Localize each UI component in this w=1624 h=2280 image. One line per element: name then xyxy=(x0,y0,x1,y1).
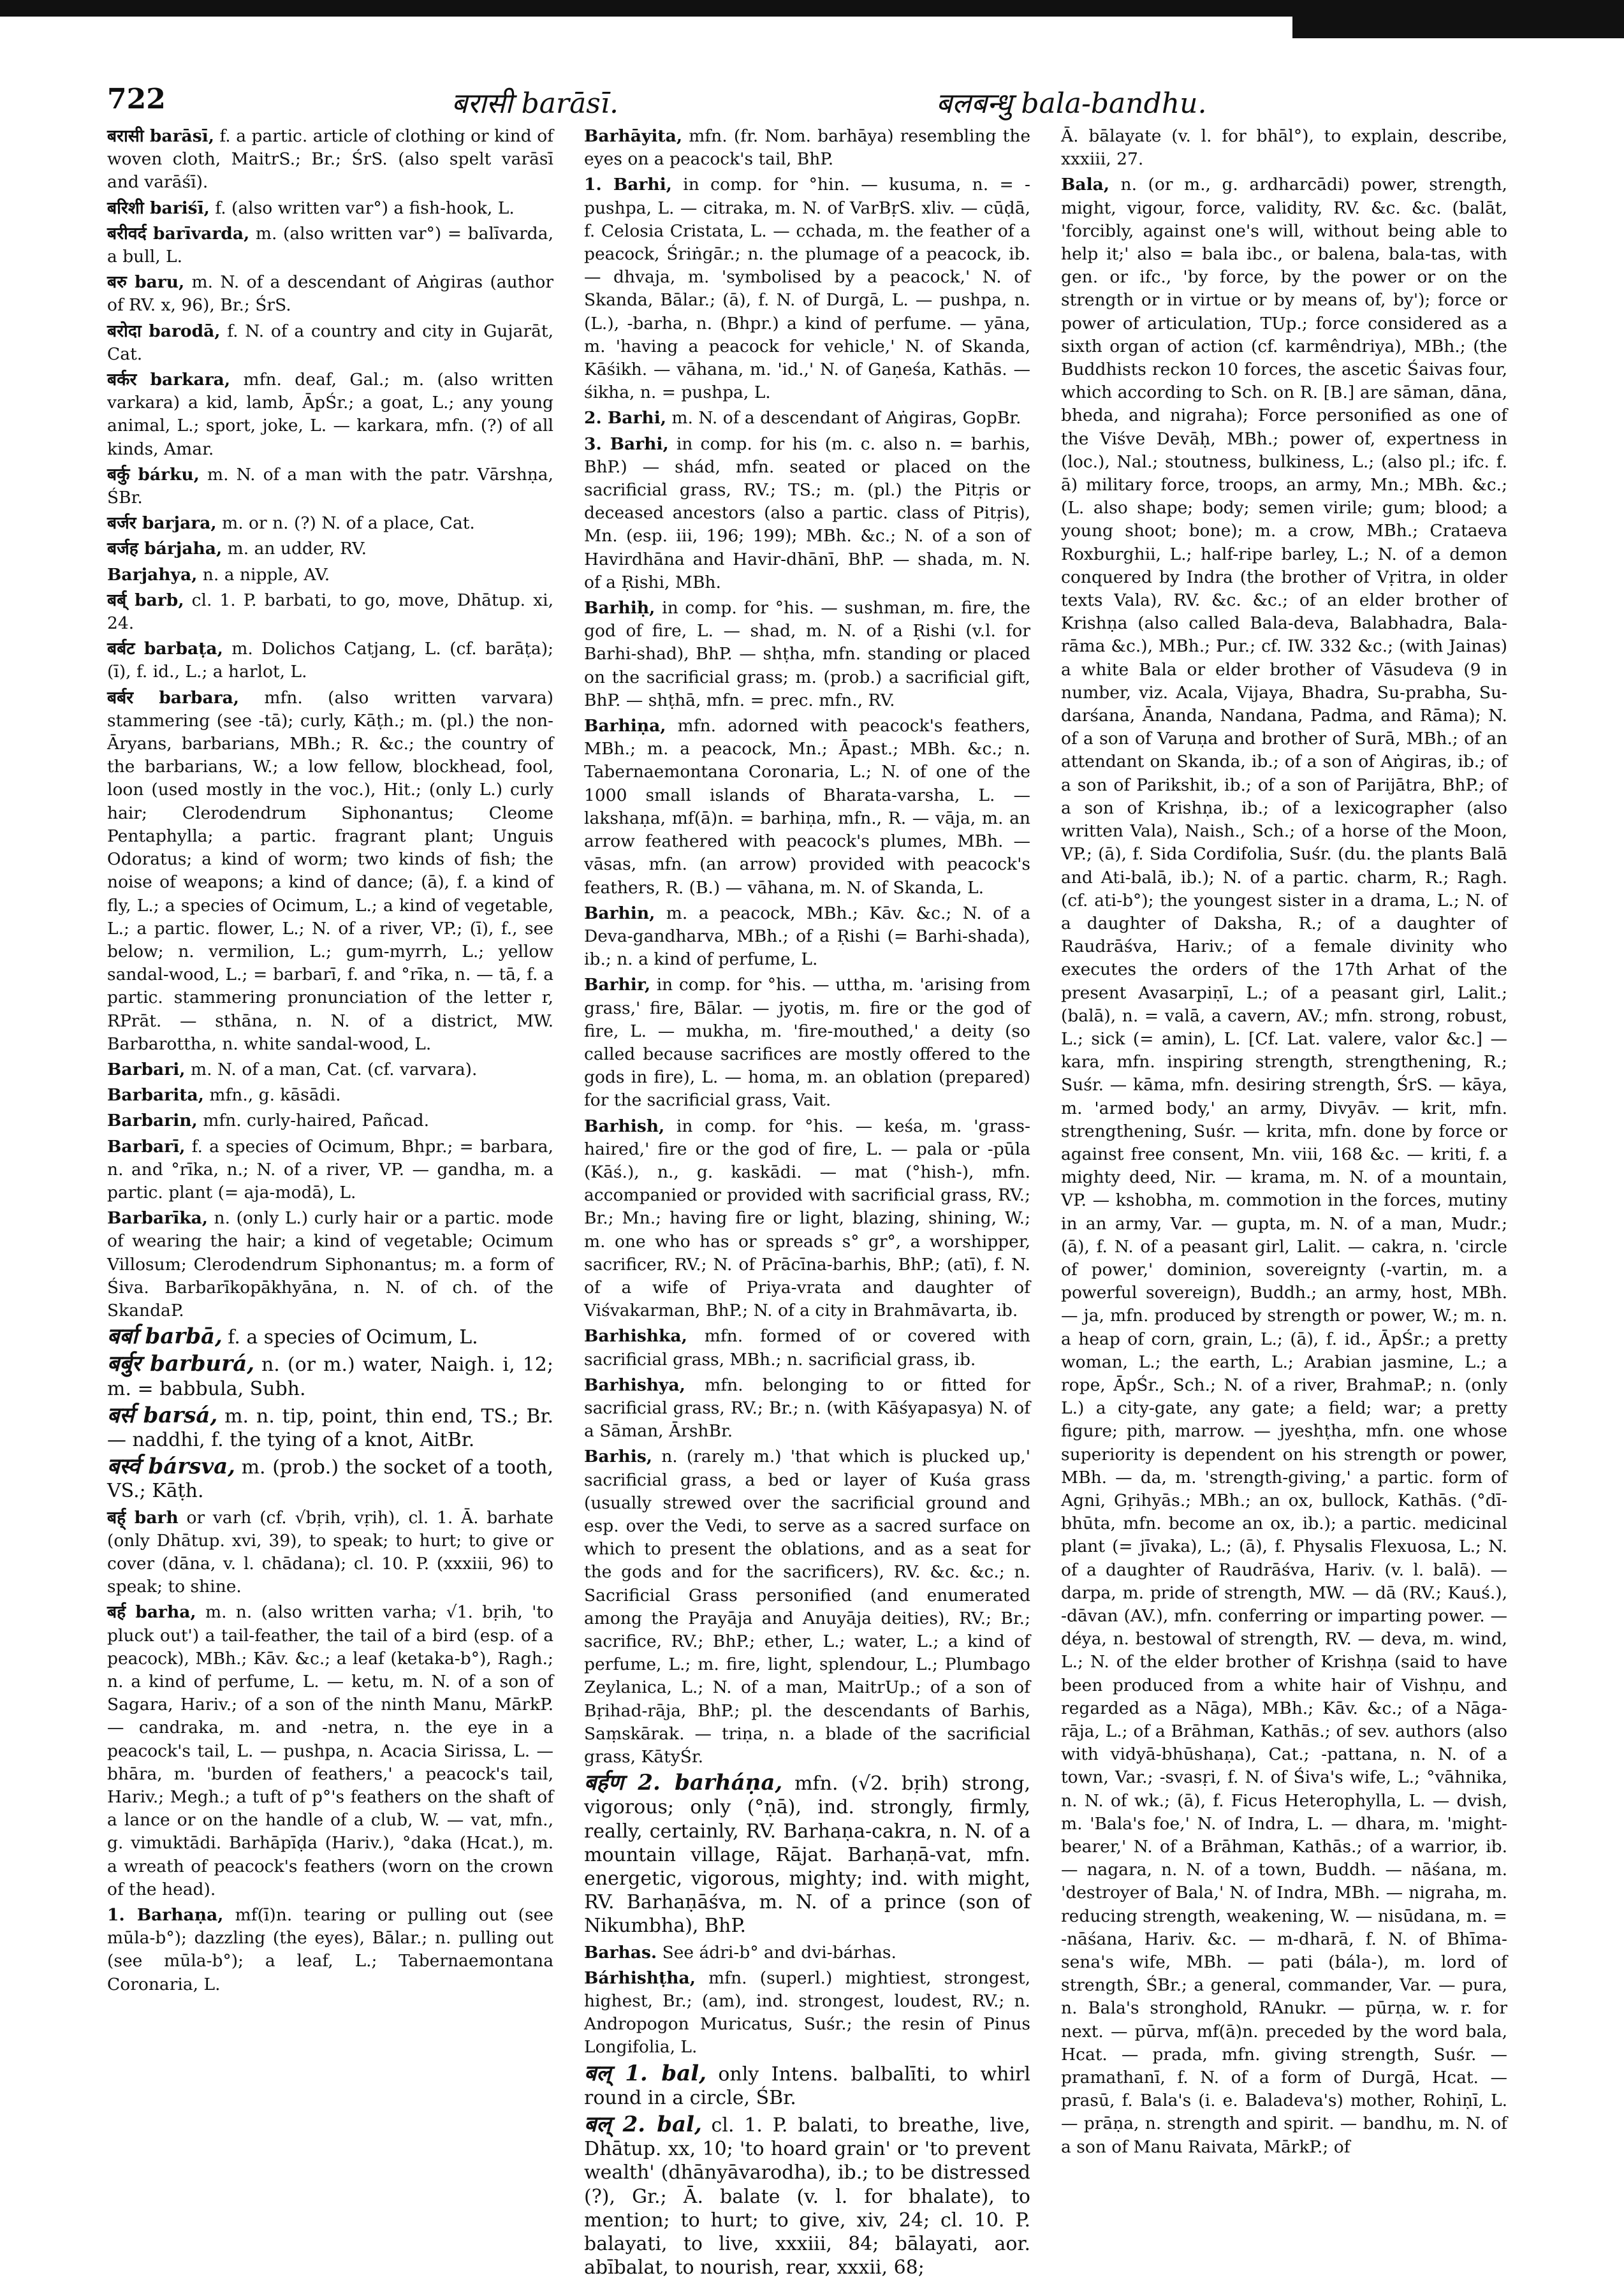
entry-definition: mfn. (fr. Nom. barhāya) resembling the eyes on a peacock's tail, BhP. xyxy=(584,126,1030,170)
entry-definition: m. n. (also written varha; √1. bṛih, 'to pluck out') a tail-feather, the tail of a bird (esp. of a peacock), MBh.; Kāv. &c.; a leaf (ketaka-b°), Ragh.; n. a kind of perfume, L. — ketu, m. N. of a son of Sagara, Hariv.; of a son of the ninth Manu, MārkP. — candraka, m. and -netra, n. the eye in a peacock's tail, L. — pushpa, n. Acacia Sirissa, L. — bhāra, m. 'burden of feathers,' a peacock's tail, Hariv.; Megh.; a tuft of p°'s feathers on the shaft of a lance or on the handle of a club, W. — vat, mfn., g. vimuktādi. Barhāpīḍa (Hariv.), °daka (Hcat.), m. a wreath of peacock's feathers (worn on the crown of the head). xyxy=(107,1602,553,1899)
entry-definition: m. (also written var°) = balīvarda, a bull, L. xyxy=(107,223,553,267)
entry-headword: 3. Barhi, xyxy=(584,434,669,454)
entry-headword: Bala, xyxy=(1061,175,1110,195)
entry-definition: mfn. belonging to or fitted for sacrificial grass, RV.; Br.; n. (with Kāśyapasya) N. of a Sāman, ĀrshBr. xyxy=(584,1375,1030,1442)
dictionary-entry xyxy=(107,537,553,560)
dictionary-entry xyxy=(107,1352,553,1401)
right-running-headword: बलबन्धु bala-bandhu. xyxy=(936,87,1207,120)
entry-headword: बरिशी bariśī, xyxy=(107,198,210,218)
dictionary-entry xyxy=(107,1109,553,1132)
entry-definition: cl. 1. P. barbati, to go, move, Dhātup. xi, 24. xyxy=(107,590,553,634)
dictionary-columns xyxy=(107,125,1516,2279)
dictionary-entry xyxy=(584,1771,1030,1938)
dictionary-entry xyxy=(584,974,1030,1112)
entry-definition: in comp. for °his. — sushman, m. fire, the god of fire, L. — shad, m. N. of a Ṛishi (v.l. for Barhi-shad), BhP. — shṭha, mfn. standing or placed on the sacrificial grass; m. (prob.) a sacrificial gift, BhP. — shṭhā, mfn. = prec. mfn., RV. xyxy=(584,598,1030,710)
dictionary-entry xyxy=(584,597,1030,712)
entry-headword: Barhishya, xyxy=(584,1375,685,1395)
dictionary-entry xyxy=(107,320,553,366)
dictionary-entry xyxy=(584,902,1030,972)
dictionary-entry xyxy=(107,1207,553,1322)
dictionary-entry xyxy=(107,1601,553,1901)
entry-headword: Barhiṇa, xyxy=(584,716,666,736)
entry-headword: Barhas. xyxy=(584,1942,657,1962)
entry-headword: बर्स barsá, xyxy=(107,1402,218,1428)
entry-definition: m. N. of a descendant of Aṅgiras (author of RV. x, 96), Br.; ŚrS. xyxy=(107,272,553,316)
entry-definition: in comp. for °his. — keśa, m. 'grass-haired,' fire or the god of fire, L. — pala or -pūla (Kāś.), n., g. kaskādi. — mat (°hish-), mfn. accompanied or provided with sacrificial grass, RV.; Br.; Mn.; having fire or light, blazing, shining, W.; m. one who has or spreads s° gr°, a worshipper, sacrificer, RV.; N. of Prācīna-barhis, BhP.; (atī), f. N. of a wife of Priya-vrata and daughter of Viśvakarman, BhP.; N. of a city in Brahmāvarta, ib. xyxy=(584,1116,1030,1321)
entry-headword: बरीवर्द barīvarda, xyxy=(107,223,250,244)
entry-headword: बरु baru, xyxy=(107,272,185,293)
entry-headword: बर्कु bárku, xyxy=(107,464,200,485)
entry-headword: बर्जह bárjaha, xyxy=(107,539,223,559)
dictionary-entry xyxy=(1061,125,1507,171)
entry-headword: 1. Barhaṇa, xyxy=(107,1905,224,1926)
entry-headword: Barhir, xyxy=(584,975,651,995)
dictionary-entry xyxy=(107,464,553,509)
entry-definition: f. a species of Ocimum, L. xyxy=(228,1326,478,1349)
dictionary-entry xyxy=(107,271,553,317)
entry-definition: n. (or m., g. ardharcādi) power, strength, might, vigour, force, validity, RV. &c. &c. (balāt, 'forcibly, against one's will, without being able to help it;' also = bala ibc., or balena, bala-tas, with gen. or ifc., 'by force, by the power or on the strength or in virtue or by means of, by'); force or power of articulation, TUp.; force considered as a sixth organ of action (cf. karmêndriya), MBh.; (the Buddhists reckon 10 forces, the ascetic Śaivas four, which according to Sch. on R. [B.] are sāman, dāna, bheda, and nigraha); Force personified as one of the Viśve Devāḥ, MBh.; power of, expertness in (loc.), Nal.; stoutness, bulkiness, L.; (also pl.; ifc. f. ā) military force, troops, an army, Mn.; MBh. &c.; (L. also shape; body; semen virile; gum; blood; a young shoot; bone); m. a crow, MBh.; Crataeva Roxburghii, L.; half-ripe barley, L.; N. of a demon conquered by Indra (the brother of Vṛitra, in older texts Vala), RV. &c. &c.; of an elder brother of Krishṇa (also called Bala-deva, Balabhadra, Bala-rāma &c.), MBh.; Pur.; cf. IW. 332 &c.; (with Jainas) a white Bala or elder brother of Vāsudeva (9 in number, viz. Acala, Vijaya, Bhadra, Su-prabha, Su-darśana, Ānanda, Nandana, Padma, and Rāma); N. of a son of Varuṇa and brother of Surā, MBh.; of an attendant on Skanda, ib.; of a son of Aṅgiras, ib.; of a son of Parikshit, ib.; of a son of Parijātra, BhP.; of a son of Krishṇa, ib.; of a lexicographer (also written Vala), Naish., Sch.; of a horse of the Moon, VP.; (ā), f. Sida Cordifolia, Suśr. (du. the plants Balā and Ati-balā, ib.); N. of a partic. charm, R.; Ragh. (cf. ati-b°); the youngest sister in a drama, L.; N. of a daughter of Daksha, R.; of a daughter of Raudrāśva, Hariv.; of a female divinity who executes the orders of the 17th Arhat of the present Avasarpiṇī, L.; of a peasant girl, Lalit.; (balā), n. = valā, a cavern, AV.; mfn. strong, robust, L.; sick (= amin), L. [Cf. Lat. valere, valor &c.] — kara, mfn. inspiring strength, strengthening, R.; Suśr. — kāma, mfn. desiring strength, ŚrS. — kāya, m. 'armed body,' an army, Divyāv. — krit, mfn. strengthening, Suśr. — krita, mfn. done by force or against free consent, Mn. viii, 168 &c. — kriti, f. a mighty deed, Nir. — krama, m. N. of a mountain, VP. — kshobha, m. commotion in the forces, mutiny in an army, Var. — gupta, m. N. of a man, Mudr.; (ā), f. N. of a peasant girl, Lalit. — cakra, n. 'circle of power,' dominion, sovereignty (-vartin, m. a powerful sovereign), Buddh.; an army, host, MBh. — ja, mfn. produced by strength or power, W.; m. n. a heap of corn, grain, L.; (ā), f. id., ĀpŚr.; a pretty woman, L.; the earth, L.; Arabian jasmine, L.; a rope, ĀpŚr., Sch.; N. of a river, BrahmaP.; n. (only L.) a city-gate, any gate; a field; war; a pretty figure; pith, marrow. — jyeshṭha, mfn. one whose superiority is dependent on his strength or power, MBh. — da, m. 'strength-giving,' a partic. form of Agni, Gṛihyās.; MBh.; an ox, bullock, Kathās. (°dī-bhūta, mfn. become an ox, ib.); a partic. medicinal plant (= jīvaka), L.; (ā), f. Physalis Flexuosa, L.; N. of a daughter of Raudrāśva, Hariv. (v. l. balā). — darpa, m. pride of strength, MW. — dā (RV.; Kauś.), -dāvan (AV.), mfn. conferring or imparting power. — déya, n. bestowal of strength, RV. — deva, m. wind, L.; N. of the elder brother of Krishṇa (said to have been produced from a white hair of Vishṇu, and regarded as a Nāga), MBh.; Kāv. &c.; of a Nāga-rāja, L.; of a Brāhman, Kathās.; of sev. authors (also with vidyā-bhūshaṇa), Cat.; -pattana, n. N. of a town, Var.; -svasṛi, f. N. of Śiva's wife, L.; °vāhnika, n. N. of wk.; (ā), f. Ficus Heterophylla, L. — dvish, m. 'Bala's foe,' N. of Indra, L. — dhara, m. 'might-bearer,' N. of a Brāhman, Kathās.; of a warrior, ib. — nagara, n. N. of a town, Buddh. — nāśana, m. 'destroyer of Bala,' N. of Indra, MBh. — nigraha, m. reducing strength, weakening, W. — nisūdana, m. = -nāśana, Hariv. &c. — m-dharā, f. N. of Bhīma-sena's wife, MBh. — pati (bála-), m. lord of strength, ŚBr.; a general, commander, Var. — pura, n. Bala's stronghold, RAnukr. — pūrṇa, w. r. for next. — pūrva, mf(ā)n. preceded by the word bala, Hcat. — prada, mfn. giving strength, Suśr. — pramathanī, f. N. of a form of Durgā, Hcat. — prasū, f. Bala's (i. e. Baladeva's) mother, Rohiṇī, L. — prāṇa, n. strength and spirit. — bandhu, m. N. of a son of Manu Raivata, MārkP.; of xyxy=(1061,175,1507,2157)
dictionary-entry xyxy=(107,125,553,194)
dictionary-entry xyxy=(107,369,553,461)
entry-definition: mf(ī)n. tearing or pulling out (see mūla-b°); dazzling (the eyes), Bālar.; n. pulling out (see mūla-b°); a leaf, L.; Tabernaemontana Coronaria, L. xyxy=(107,1905,553,1994)
entry-headword: 2. Barhi, xyxy=(584,408,666,428)
dictionary-entry xyxy=(107,638,553,683)
entry-definition: mfn. (√2. bṛih) strong, vigorous; only (°ṇā), ind. strongly, firmly, really, certainly, RV. Barhaṇa-cakra, n. N. of a mountain village, Rājat. Barhaṇā-vat, mfn. energetic, vigorous, mighty; ind. with might, RV. Barhaṇāśva, m. N. of a prince (son of Nikumbha), BhP. xyxy=(584,1772,1030,1938)
dictionary-entry xyxy=(584,433,1030,594)
dictionary-entry xyxy=(584,1325,1030,1371)
entry-definition: m. a peacock, MBh.; Kāv. &c.; N. of a Deva-gandharva, MBh.; of a Ṛishi (= Barhi-shada), ib.; n. a kind of perfume, L. xyxy=(584,903,1030,970)
column-1 xyxy=(107,125,553,2076)
column-3 xyxy=(1061,125,1507,2157)
dictionary-entry xyxy=(107,589,553,635)
page-number: 722 xyxy=(107,83,166,115)
dictionary-entry xyxy=(107,1404,553,1452)
dictionary-entry xyxy=(107,1084,553,1107)
entry-definition: m. N. of a descendant of Aṅgiras, GopBr. xyxy=(671,408,1021,428)
entry-definition: mfn., g. kāsādi. xyxy=(209,1085,341,1106)
entry-headword: बल् 1. bal, xyxy=(584,2060,706,2086)
entry-definition: mfn. (also written varvara) stammering (see -tā); curly, Kāṭh.; m. (pl.) the non-Āryans, barbarians, MBh.; R. &c.; the country of the barbarians, W.; a low fellow, blockhead, fool, loon (used mostly in the voc.), Hit.; (only L.) curly hair; Clerodendrum Siphonantus; Cleome Pentaphylla; a partic. fragrant plant; Unguis Odoratus; a kind of worm; two kinds of fish; the noise of weapons; a kind of dance; (ā), f. a kind of fly, L.; a species of Ocimum, L.; a kind of vegetable, L.; a partic. flower, L.; N. of a river, VP.; (ī), f., see below; n. vermilion, L.; gum-myrrh, L.; yellow sandal-wood, L.; = barbarī, f. and °rīka, n. — tā, f. a partic. stammering pronunciation of the letter r, RPrāt. — sthāna, n. N. of a district, MW. Barbarottha, n. white sandal-wood, L. xyxy=(107,687,553,1054)
entry-definition: in comp. for °his. — uttha, m. 'arising from grass,' fire, Bālar. — jyotis, m. fire or the god of fire, L. — mukha, m. 'fire-mouthed,' a deity (so called because sacrifices are mostly offered to the gods in fire), L. — homa, m. an oblation (prepared) for the sacrificial grass, Vait. xyxy=(584,975,1030,1111)
entry-definition: in comp. for his (m. c. also n. = barhis, BhP.) — shád, mfn. seated or placed on the sacrificial grass, RV.; TS.; m. (pl.) the Pitṛis or deceased ancestors (also a partic. class of Pitṛis), Mn. (esp. iii, 196; 199); MBh. &c.; N. of a son of Havirdhāna and Havir-dhānī, BhP. — shada, m. N. of a Ṛishi, MBh. xyxy=(584,434,1030,592)
dictionary-entry xyxy=(107,564,553,587)
entry-headword: Barhāyita, xyxy=(584,126,683,146)
entry-headword: बर्ह barha, xyxy=(107,1602,196,1623)
entry-definition: m. Dolichos Catjang, L. (cf. barāṭa); (ī), f. id., L.; a harlot, L. xyxy=(107,639,554,682)
entry-headword: Barhin, xyxy=(584,903,655,923)
entry-headword: Barhis, xyxy=(584,1447,653,1467)
entry-definition: mfn. formed of or covered with sacrificial grass, MBh.; n. sacrificial grass, ib. xyxy=(584,1326,1030,1370)
dictionary-entry xyxy=(107,1325,553,1350)
top-scan-border-right xyxy=(1292,0,1624,38)
entry-definition: or varh (cf. √bṛih, vṛih), cl. 1. Ā. barhate (only Dhātup. xvi, 39), to speak; to hurt; to give or cover (dāna, v. l. chādana); cl. 10. P. (xxxiii, 96) to speak; to shine. xyxy=(107,1507,554,1597)
entry-headword: Barhishka, xyxy=(584,1326,687,1347)
dictionary-entry xyxy=(584,1115,1030,1323)
entry-headword: बर्बा barbā, xyxy=(107,1324,223,1350)
entry-headword: बर्बट barbaṭa, xyxy=(107,639,223,659)
entry-definition: n. a nipple, AV. xyxy=(202,564,330,585)
entry-definition: mfn. adorned with peacock's feathers, MBh.; m. a peacock, Mn.; Āpast.; MBh. &c.; n. Tabernaemontana Coronaria, L.; N. of one of the 1000 small islands of Bharata-varsha, L. — lakshaṇa, mf(ā)n. = barhiṇa, mfn., R. — vāja, m. an arrow feathered with peacock's plumes, MBh. — vāsas, mfn. (an arrow) provided with peacock's feathers, R. (B.) — vāhana, m. N. of Skanda, L. xyxy=(584,716,1030,898)
dictionary-entry xyxy=(584,125,1030,171)
dictionary-entry xyxy=(107,512,553,535)
dictionary-entry xyxy=(584,2113,1030,2280)
left-running-headword: बरासी barāsī. xyxy=(451,87,618,120)
entry-definition: m. N. of a man, Cat. (cf. varvara). xyxy=(190,1059,478,1079)
entry-definition: f. N. of a country and city in Gujarāt, Cat. xyxy=(107,321,553,364)
dictionary-entry xyxy=(584,407,1030,430)
dictionary-entry xyxy=(1061,173,1507,2158)
dictionary-entry xyxy=(107,1507,553,1599)
entry-headword: Bárhishṭha, xyxy=(584,1968,696,1988)
dictionary-entry xyxy=(584,1374,1030,1443)
dictionary-entry xyxy=(107,1904,553,1996)
entry-headword: बर्बर barbara, xyxy=(107,687,239,708)
entry-definition: n. (or m.) water, Naigh. i, 12; m. = babbula, Subh. xyxy=(107,1354,553,1400)
entry-headword: बर्ब् barb, xyxy=(107,590,184,610)
entry-definition: m. an udder, RV. xyxy=(227,539,367,559)
entry-definition: See ádri-b° and dvi-bárhas. xyxy=(662,1942,896,1962)
entry-definition: m. (prob.) the socket of a tooth, VS.; Kāṭh. xyxy=(107,1456,553,1503)
entry-headword: बर्कर barkara, xyxy=(107,370,231,390)
dictionary-entry xyxy=(584,1941,1030,1964)
entry-headword: बरोदा barodā, xyxy=(107,321,221,341)
entry-headword: Barbarī, xyxy=(107,1136,186,1157)
entry-definition: cl. 1. P. balati, to breathe, live, Dhātup. xx, 10; 'to hoard grain' or 'to prevent wealth' (dhānyāvarodha), ib.; to be distressed (?), Gr.; Ā. balate (v. l. for bhalate), to mention; to hurt; to give, xiv, 24; cl. 10. P. balayati, to live, xxxiii, 84; bālayati, aor. abībalat, to nourish, rear, xxxii, 68; xyxy=(584,2114,1030,2279)
entry-definition: f. a species of Ocimum, Bhpr.; = barbara, n. and °rīka, n.; N. of a river, VP. — gandha, m. a partic. plant (= aja-modā), L. xyxy=(107,1136,553,1202)
entry-headword: बल् 2. bal, xyxy=(584,2112,702,2138)
entry-definition: f. (also written var°) a fish-hook, L. xyxy=(215,198,515,218)
entry-definition: mfn. (superl.) mightiest, strongest, highest, Br.; (am), ind. strongest, loudest, RV.; n. Andropogon Muricatus, Suśr.; the resin of Pinus Longifolia, L. xyxy=(584,1968,1030,2057)
entry-definition: mfn. deaf, Gal.; m. (also written varkara) a kid, lamb, ĀpŚr.; a goat, L.; any young animal, L.; sport, joke, L. — karkara, mfn. (?) of all kinds, Amar. xyxy=(107,370,553,459)
entry-headword: Barjahya, xyxy=(107,564,198,585)
dictionary-entry xyxy=(584,2062,1030,2110)
dictionary-entry xyxy=(107,1058,553,1081)
entry-definition: mfn. curly-haired, Pañcad. xyxy=(203,1111,430,1131)
dictionary-entry xyxy=(584,1445,1030,1769)
dictionary-entry xyxy=(584,1967,1030,2059)
entry-definition: f. a partic. article of clothing or kind of woven cloth, MaitrS.; Br.; ŚrS. (also spelt varāsī and varāśī). xyxy=(107,126,553,193)
entry-headword: 1. Barhi, xyxy=(584,175,672,195)
dictionary-entry xyxy=(107,1136,553,1205)
entry-headword: Barbarita, xyxy=(107,1085,204,1106)
dictionary-entry xyxy=(107,1455,553,1503)
entry-headword: Barbari, xyxy=(107,1059,186,1079)
entry-headword: बर्हण 2. barháṇa, xyxy=(584,1770,783,1796)
dictionary-entry xyxy=(107,687,553,1056)
page-header xyxy=(107,83,1516,121)
entry-headword: Barhiḥ, xyxy=(584,598,655,618)
entry-definition: only Intens. balbalīti, to whirl round in a circle, ŚBr. xyxy=(584,2063,1030,2109)
entry-headword: बर्बुर barburá, xyxy=(107,1351,255,1377)
dictionary-entry xyxy=(584,715,1030,900)
entry-definition: n. (only L.) curly hair or a partic. mode of wearing the hair; a kind of vegetable; Ocimum Villosum; Clerodendrum Siphonantus; m. a form of Śiva. Barbarīkopākhyāna, n. N. of ch. of the SkandaP. xyxy=(107,1208,553,1320)
column-2 xyxy=(584,125,1030,2279)
entry-headword: Barhish, xyxy=(584,1116,665,1136)
entry-headword: Barbarin, xyxy=(107,1111,198,1131)
entry-definition: m. or n. (?) N. of a place, Cat. xyxy=(222,513,475,534)
entry-headword: बर्स्व bársva, xyxy=(107,1454,236,1480)
entry-headword: बरासी barāsī, xyxy=(107,126,214,146)
entry-headword: बर्ह् barh xyxy=(107,1507,179,1528)
entry-definition: m. N. of a man with the patr. Vārshṇa, ŚBr. xyxy=(107,464,553,508)
entry-definition: m. n. tip, point, thin end, TS.; Br. — naddhi, f. the tying of a knot, AitBr. xyxy=(107,1405,553,1451)
entry-definition: Ā. bālayate (v. l. for bhāl°), to explain, describe, xxxiii, 27. xyxy=(1061,126,1507,170)
dictionary-entry xyxy=(107,197,553,220)
entry-headword: बर्जर barjara, xyxy=(107,513,217,534)
entry-definition: n. (rarely m.) 'that which is plucked up,' sacrificial grass, a bed or layer of Kuśa grass (usually strewed over the sacrificial ground and esp. over the Vedi, to serve as a sacred surface on which to present the oblations, and as a seat for the gods and for the sacrificers), RV. &c. &c.; n. Sacrificial Grass personified (and enumerated among the Prayāja and Anuyāja deities), RV.; Br.; sacrifice, RV.; BhP.; ether, L.; water, L.; a kind of perfume, L.; m. fire, light, splendour, L.; Plumbago Zeylanica, L.; N. of a man, MaitrUp.; of a son of Bṛihad-rāja, BhP.; pl. the descendants of Barhis, Saṃskārak. — triṇa, n. a blade of the sacrificial grass, KātyŚr. xyxy=(584,1447,1030,1767)
dictionary-entry xyxy=(107,223,553,268)
entry-headword: Barbarīka, xyxy=(107,1208,208,1229)
dictionary-entry xyxy=(584,173,1030,404)
entry-definition: in comp. for °hin. — kusuma, n. = -pushpa, L. — citraka, m. N. of VarBṛS. xliv. — cūḍā, f. Celosia Cristata, L. — cchada, m. the feather of a peacock, Śriṅgār.; n. the plumage of a peacock, ib. — dhvaja, m. 'symbolised by a peacock,' N. of Skanda, Bālar.; (ā), f. N. of Durgā, L. — pushpa, n. (L.), -barha, n. (Bhpr.) a kind of perfume. — yāna, m. 'having a peacock for vehicle,' N. of Skanda, Kāśikh. — vāhana, m. 'id.,' N. of Gaṇeśa, Kathās. — śikha, n. = pushpa, L. xyxy=(584,175,1030,403)
